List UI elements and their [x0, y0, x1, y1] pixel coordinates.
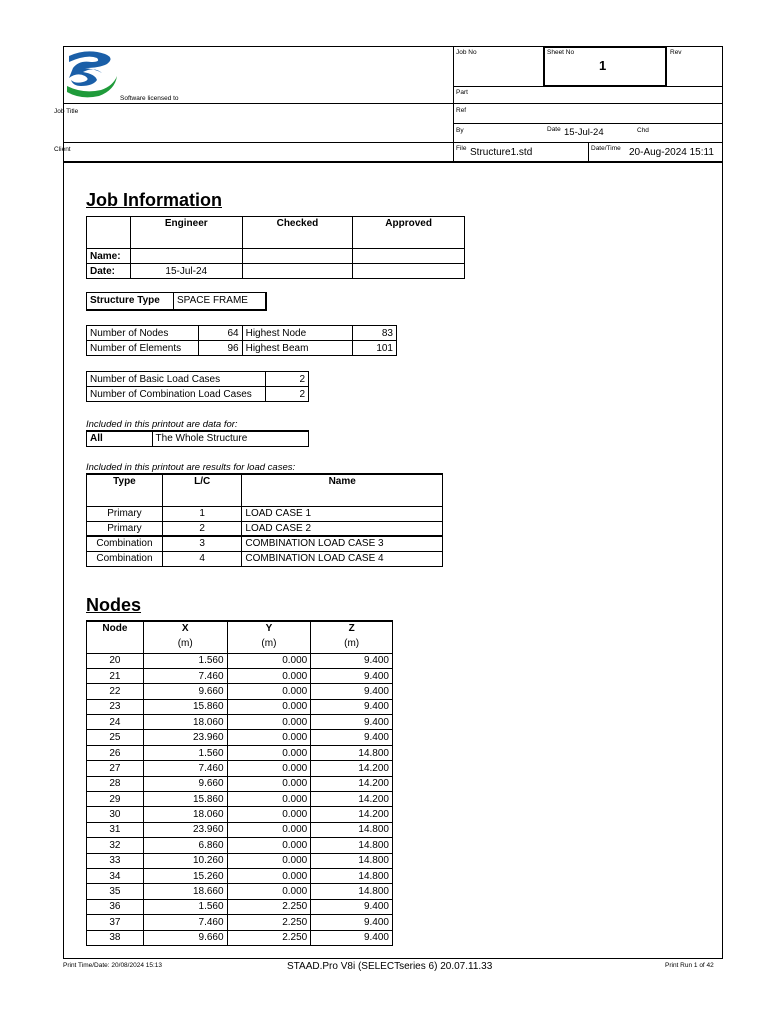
table-row — [87, 372, 309, 387]
header-rule — [453, 123, 723, 124]
coordinate-cell: 18.660 — [143, 884, 227, 899]
nodes-count-label: Number of Nodes — [87, 326, 199, 341]
highest-beam-label: Highest Beam — [242, 341, 353, 356]
coordinate-cell: 14.800 — [311, 822, 393, 837]
loadcase-count-table — [86, 371, 309, 402]
table-cell — [242, 249, 353, 264]
table-cell: Primary — [87, 521, 163, 536]
table-row — [87, 341, 397, 356]
job-info-table — [86, 216, 465, 279]
table-cell: 3 — [162, 536, 242, 551]
table-header: Type — [87, 474, 163, 506]
date-row-label: Date: — [87, 264, 131, 279]
table-cell: 1 — [162, 506, 242, 521]
table-row — [87, 761, 393, 776]
node-id-cell: 25 — [87, 730, 144, 745]
table-cell: 2 — [162, 521, 242, 536]
node-id-cell: 29 — [87, 792, 144, 807]
table-row — [87, 730, 393, 745]
table-row — [87, 521, 443, 536]
highest-node-label: Highest Node — [242, 326, 353, 341]
coordinate-cell: 14.800 — [311, 838, 393, 853]
table-row — [87, 776, 393, 791]
coordinate-cell: 0.000 — [227, 838, 311, 853]
table-cell — [130, 249, 242, 264]
coordinate-cell: 10.260 — [143, 853, 227, 868]
node-id-cell: 20 — [87, 653, 144, 668]
table-row — [87, 699, 393, 714]
coordinate-cell: 14.800 — [311, 745, 393, 760]
coordinate-cell: 0.000 — [227, 822, 311, 837]
table-row — [87, 551, 443, 566]
header-rule — [63, 161, 723, 163]
nodes-table — [86, 620, 393, 946]
counts-table — [86, 325, 397, 356]
node-id-cell: 30 — [87, 807, 144, 822]
coordinate-cell: 0.000 — [227, 807, 311, 822]
node-id-cell: 34 — [87, 868, 144, 883]
coordinate-cell: 9.400 — [311, 699, 393, 714]
comb-loadcases: 2 — [265, 387, 308, 402]
node-id-cell: 21 — [87, 668, 144, 683]
table-cell: 4 — [162, 551, 242, 566]
coordinate-cell: 0.000 — [227, 792, 311, 807]
node-id-cell: 26 — [87, 745, 144, 760]
table-header: Checked — [242, 217, 353, 249]
coordinate-cell: 14.800 — [311, 853, 393, 868]
table-cell: Combination — [87, 536, 163, 551]
coordinate-cell: 6.860 — [143, 838, 227, 853]
coordinate-cell: 9.400 — [311, 899, 393, 914]
software-version: STAAD.Pro V8i (SELECTseries 6) 20.07.11.33 — [287, 961, 493, 972]
unit-label: (m) — [143, 635, 227, 653]
report-header — [54, 46, 723, 163]
table-row — [87, 838, 393, 853]
coordinate-cell: 9.660 — [143, 930, 227, 945]
table-row — [87, 293, 266, 310]
table-row — [87, 715, 393, 730]
ref-label: Ref — [456, 107, 467, 114]
node-id-cell: 31 — [87, 822, 144, 837]
coordinate-cell: 7.460 — [143, 761, 227, 776]
coordinate-cell: 1.560 — [143, 899, 227, 914]
table-row — [87, 264, 465, 279]
coordinate-cell: 9.400 — [311, 715, 393, 730]
file-label: File — [456, 145, 467, 152]
node-id-cell: 35 — [87, 884, 144, 899]
table-header: Y — [227, 621, 311, 635]
table-header — [87, 217, 131, 249]
table-row — [87, 899, 393, 914]
table-row — [87, 684, 393, 699]
coordinate-cell: 0.000 — [227, 730, 311, 745]
coordinate-cell: 14.200 — [311, 761, 393, 776]
highest-node: 83 — [353, 326, 397, 341]
coordinate-cell: 0.000 — [227, 684, 311, 699]
table-header: L/C — [162, 474, 242, 506]
chd-label: Chd — [637, 127, 649, 134]
results-loadcase-table — [86, 473, 443, 567]
node-id-cell: 27 — [87, 761, 144, 776]
coordinate-cell: 9.400 — [311, 915, 393, 930]
table-row — [87, 536, 443, 551]
coordinate-cell: 0.000 — [227, 699, 311, 714]
node-id-cell: 38 — [87, 930, 144, 945]
coordinate-cell: 0.000 — [227, 776, 311, 791]
file-value: Structure1.std — [470, 147, 533, 158]
coordinate-cell: 0.000 — [227, 668, 311, 683]
table-header: Engineer — [130, 217, 242, 249]
coordinate-cell: 2.250 — [227, 930, 311, 945]
node-id-cell: 32 — [87, 838, 144, 853]
nodes-heading: Nodes — [86, 595, 142, 615]
name-label: Name: — [87, 249, 131, 264]
print-time: Print Time/Date: 20/08/2024 15:13 — [63, 962, 163, 969]
coordinate-cell: 9.660 — [143, 684, 227, 699]
coordinate-cell: 0.000 — [227, 868, 311, 883]
coordinate-cell: 1.560 — [143, 745, 227, 760]
node-id-cell: 23 — [87, 699, 144, 714]
structure-type-table — [86, 292, 267, 311]
basic-loadcases: 2 — [265, 372, 308, 387]
table-row — [87, 249, 465, 264]
coordinate-cell: 9.400 — [311, 730, 393, 745]
coordinate-cell: 9.660 — [143, 776, 227, 791]
header-rule — [588, 142, 589, 161]
table-cell: COMBINATION LOAD CASE 3 — [242, 536, 443, 551]
included-results-caption: Included in this printout are results for load cases: — [86, 462, 296, 473]
date-value: 15-Jul-24 — [564, 127, 604, 138]
datetime-label: Date/Time — [591, 145, 621, 152]
node-id-cell: 28 — [87, 776, 144, 791]
table-row — [87, 653, 393, 668]
coordinate-cell: 15.260 — [143, 868, 227, 883]
table-header-row — [87, 621, 393, 635]
datetime-value: 20-Aug-2024 15:11 — [629, 147, 714, 158]
table-row — [87, 915, 393, 930]
coordinate-cell: 0.000 — [227, 884, 311, 899]
header-rule — [63, 142, 723, 143]
rev-label: Rev — [670, 49, 682, 56]
nodes-count: 64 — [198, 326, 242, 341]
table-cell: Combination — [87, 551, 163, 566]
table-cell: LOAD CASE 2 — [242, 521, 443, 536]
table-header: Name — [242, 474, 443, 506]
table-cell — [353, 249, 465, 264]
node-id-cell: 22 — [87, 684, 144, 699]
header-rule — [453, 46, 454, 163]
engineer-date: 15-Jul-24 — [130, 264, 242, 279]
table-cell — [353, 264, 465, 279]
all-label: All — [87, 431, 153, 446]
coordinate-cell: 14.800 — [311, 884, 393, 899]
coordinate-cell: 0.000 — [227, 745, 311, 760]
all-value: The Whole Structure — [152, 431, 308, 446]
table-row — [87, 884, 393, 899]
client-label: Client — [54, 146, 71, 153]
table-cell: LOAD CASE 1 — [242, 506, 443, 521]
coordinate-cell: 1.560 — [143, 653, 227, 668]
included-data-table — [86, 430, 309, 447]
coordinate-cell: 18.060 — [143, 807, 227, 822]
table-row — [87, 853, 393, 868]
table-cell — [242, 264, 353, 279]
table-header-row — [87, 474, 443, 506]
coordinate-cell: 0.000 — [227, 715, 311, 730]
node-id-cell: 33 — [87, 853, 144, 868]
bentley-logo — [65, 50, 119, 98]
table-header: Node — [87, 621, 144, 653]
coordinate-cell: 14.200 — [311, 792, 393, 807]
coordinate-cell: 23.960 — [143, 822, 227, 837]
coordinate-cell: 2.250 — [227, 899, 311, 914]
coordinate-cell: 0.000 — [227, 761, 311, 776]
table-row — [87, 807, 393, 822]
coordinate-cell: 0.000 — [227, 853, 311, 868]
table-header: Approved — [353, 217, 465, 249]
coordinate-cell: 9.400 — [311, 684, 393, 699]
coordinate-cell: 0.000 — [227, 653, 311, 668]
coordinate-cell: 18.060 — [143, 715, 227, 730]
job-no-label: Job No — [456, 49, 477, 56]
coordinate-cell: 7.460 — [143, 915, 227, 930]
part-label: Part — [456, 89, 468, 96]
coordinate-cell: 14.200 — [311, 776, 393, 791]
table-row — [87, 868, 393, 883]
coordinate-cell: 14.800 — [311, 868, 393, 883]
table-row — [87, 668, 393, 683]
elements-count: 96 — [198, 341, 242, 356]
included-data-caption: Included in this printout are data for: — [86, 419, 238, 430]
sheet-no-label: Sheet No — [547, 49, 575, 56]
coordinate-cell: 2.250 — [227, 915, 311, 930]
node-id-cell: 36 — [87, 899, 144, 914]
coordinate-cell: 14.200 — [311, 807, 393, 822]
coordinate-cell: 7.460 — [143, 668, 227, 683]
print-run: Print Run 1 of 42 — [665, 962, 714, 969]
table-row — [87, 506, 443, 521]
structure-type-label: Structure Type — [87, 293, 174, 310]
coordinate-cell: 23.960 — [143, 730, 227, 745]
table-row — [87, 387, 309, 402]
job-title-label: Job Title — [54, 108, 79, 115]
table-cell: Primary — [87, 506, 163, 521]
table-row — [87, 930, 393, 945]
structure-type-value: SPACE FRAME — [174, 293, 266, 310]
date-label: Date — [547, 126, 561, 133]
table-header-row — [87, 217, 465, 249]
job-information-heading: Job Information — [86, 190, 222, 210]
table-cell: COMBINATION LOAD CASE 4 — [242, 551, 443, 566]
node-id-cell: 37 — [87, 915, 144, 930]
table-row — [87, 792, 393, 807]
sheet-no-value: 1 — [599, 58, 607, 73]
coordinate-cell: 9.400 — [311, 930, 393, 945]
coordinate-cell: 9.400 — [311, 668, 393, 683]
table-header: Z — [311, 621, 393, 635]
elements-count-label: Number of Elements — [87, 341, 199, 356]
basic-loadcases-label: Number of Basic Load Cases — [87, 372, 266, 387]
unit-label: (m) — [227, 635, 311, 653]
by-label: By — [456, 127, 464, 134]
comb-loadcases-label: Number of Combination Load Cases — [87, 387, 266, 402]
node-id-cell: 24 — [87, 715, 144, 730]
table-row — [87, 745, 393, 760]
coordinate-cell: 15.860 — [143, 792, 227, 807]
table-header: X — [143, 621, 227, 635]
highest-beam: 101 — [353, 341, 397, 356]
coordinate-cell: 9.400 — [311, 653, 393, 668]
header-rule — [63, 103, 723, 104]
table-row — [87, 326, 397, 341]
table-row — [87, 822, 393, 837]
unit-label: (m) — [311, 635, 393, 653]
table-row — [87, 431, 309, 446]
licensed-label: Software licensed to — [120, 95, 179, 102]
coordinate-cell: 15.860 — [143, 699, 227, 714]
